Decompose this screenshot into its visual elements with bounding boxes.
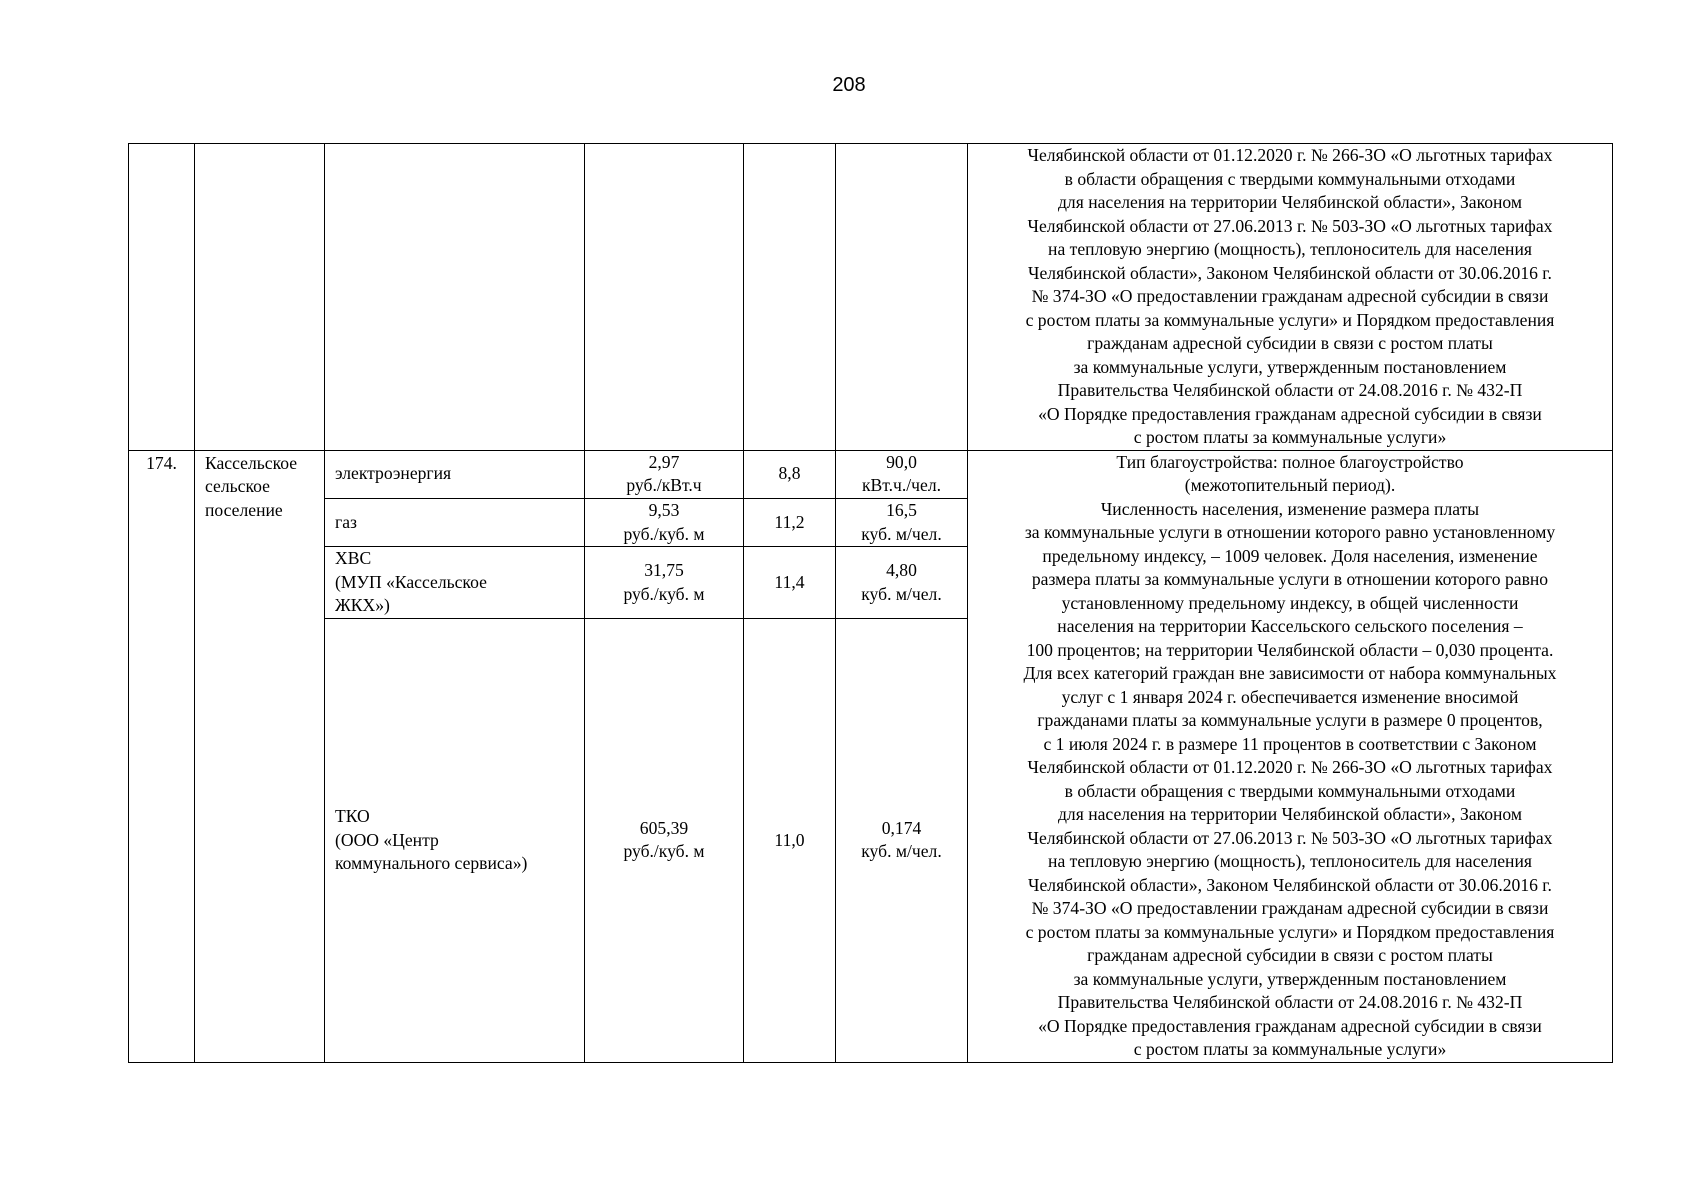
- service-name: электроэнергия: [325, 450, 585, 498]
- empty-number-cell: [129, 144, 195, 451]
- municipality-name: Кассельское сельское поселение: [195, 450, 325, 1062]
- continuation-row: [129, 144, 1613, 451]
- service-increase: 11,0: [744, 619, 836, 1062]
- table-row: [129, 450, 1613, 498]
- page-number: 208: [832, 74, 866, 96]
- entry-number: 174.: [129, 450, 195, 1062]
- service-tariff: 2,97 руб./кВт.ч: [585, 450, 744, 498]
- service-norm: 0,174 куб. м/чел.: [836, 619, 968, 1062]
- service-name: ТКО (ООО «Центр коммунального сервиса»): [325, 619, 585, 1062]
- service-tariff: 605,39 руб./куб. м: [585, 619, 744, 1062]
- service-increase: 11,4: [744, 547, 836, 619]
- tariff-table: [128, 143, 1613, 1063]
- empty-increase-cell: [744, 144, 836, 451]
- empty-service-cell: [325, 144, 585, 451]
- service-name: ХВС (МУП «Кассельское ЖКХ»): [325, 547, 585, 619]
- service-norm: 90,0 кВт.ч./чел.: [836, 450, 968, 498]
- service-tariff: 9,53 руб./куб. м: [585, 498, 744, 546]
- service-norm: 16,5 куб. м/чел.: [836, 498, 968, 546]
- empty-tariff-cell: [585, 144, 744, 451]
- empty-municipality-cell: [195, 144, 325, 451]
- continuation-description: Челябинской области от 01.12.2020 г. № 266-ЗО «О льготных тарифах в области обращения с твердыми коммунальными отходами для населения на территории Челябинской области», Законом Челябинской области от 27.06.2013 г. № 503-ЗО «О льготных тарифах на тепловую энергию (мощность), теплоноситель для населения Челябинской области», Законом Челябинской области от 30.06.2016 г. № 374-ЗО «О предоставлении гражданам адресной субсидии в связи с ростом платы за коммунальные услуги» и Порядком предоставления гражданам адресной субсидии в связи с ростом платы за коммунальные услуги, утвержденным постановлением Правительства Челябинской области от 24.08.2016 г. № 432-П «О Порядке предоставления гражданам адресной субсидии в связи с ростом платы за коммунальные услуги»: [968, 144, 1613, 451]
- service-norm: 4,80 куб. м/чел.: [836, 547, 968, 619]
- service-name: газ: [325, 498, 585, 546]
- entry-description: Тип благоустройства: полное благоустройство (межотопительный период). Численность населения, изменение размера платы за коммунальные услуги в отношении которого равно установленному предельному индексу, – 1009 человек. Доля населения, изменение размера платы за коммунальные услуги в отношении которого равно установленному предельному индексу, в общей численности населения на территории Кассельского сельского поселения – 100 процентов; на территории Челябинской области – 0,030 процента. Для всех категорий граждан вне зависимости от набора коммунальных услуг с 1 января 2024 г. обеспечивается изменение вносимой гражданами платы за коммунальные услуги в размере 0 процентов, с 1 июля 2024 г. в размере 11 процентов в соответствии с Законом Челябинской области от 01.12.2020 г. № 266-ЗО «О льготных тарифах в области обращения с твердыми коммунальными отходами для населения на территории Челябинской области», Законом Челябинской области от 27.06.2013 г. № 503-ЗО «О льготных тарифах на тепловую энергию (мощность), теплоноситель для населения Челябинской области», Законом Челябинской области от 30.06.2016 г. № 374-ЗО «О предоставлении гражданам адресной субсидии в связи с ростом платы за коммунальные услуги» и Порядком предоставления гражданам адресной субсидии в связи с ростом платы за коммунальные услуги, утвержденным постановлением Правительства Челябинской области от 24.08.2016 г. № 432-П «О Порядке предоставления гражданам адресной субсидии в связи с ростом платы за коммунальные услуги»: [968, 450, 1613, 1062]
- service-tariff: 31,75 руб./куб. м: [585, 547, 744, 619]
- service-increase: 8,8: [744, 450, 836, 498]
- service-increase: 11,2: [744, 498, 836, 546]
- empty-norm-cell: [836, 144, 968, 451]
